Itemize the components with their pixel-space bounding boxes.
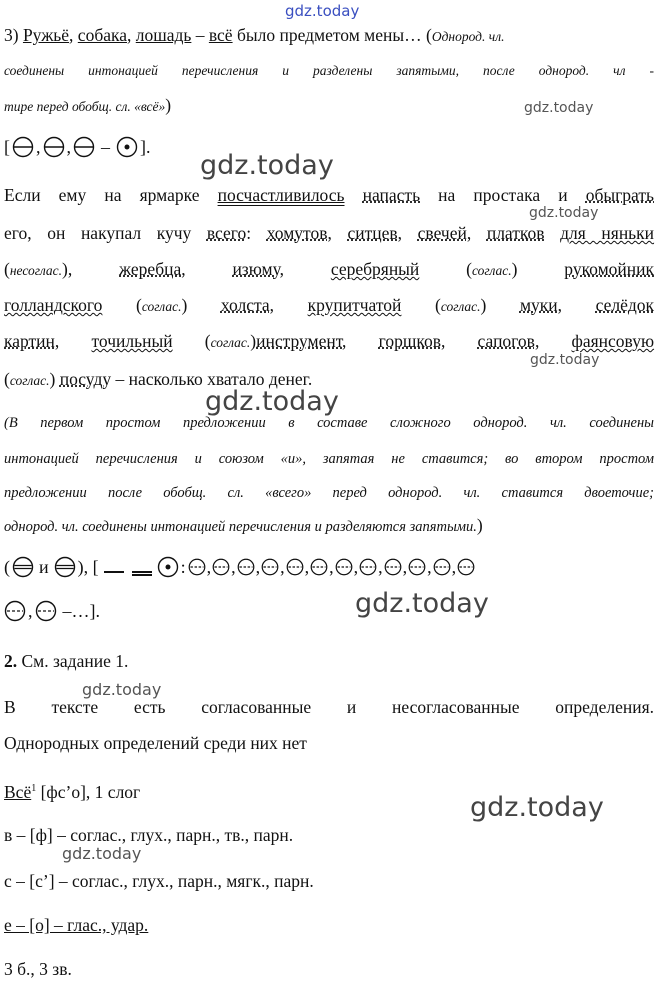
text: , <box>327 223 348 243</box>
conjunction: и <box>39 556 49 577</box>
phonetic-row: в – [ф] – соглас., глух., парн., тв., парн. <box>4 825 294 845</box>
text: ( <box>102 295 142 315</box>
text-line <box>4 222 654 244</box>
text: ( <box>419 259 472 279</box>
object-circle-icon <box>35 600 57 622</box>
object-circle-icon <box>408 558 426 576</box>
generalizing-word-icon <box>157 556 179 578</box>
note-text: Однород. чл. <box>431 29 505 44</box>
comma: , <box>255 556 261 577</box>
comma: , <box>280 556 285 577</box>
text-line <box>4 294 654 318</box>
object: жеребца <box>119 259 182 279</box>
note-text: соглас. <box>471 263 512 278</box>
text: , <box>466 223 487 243</box>
attribute: серебряный <box>330 259 420 279</box>
dash: – <box>191 25 209 45</box>
text-line <box>4 184 654 206</box>
attribute: крупитчатой <box>307 295 402 315</box>
scheme-end: –…]. <box>62 600 100 621</box>
text: ( <box>172 331 211 351</box>
homogeneous-predicate-icon <box>12 556 34 578</box>
bracket: ), [ <box>77 556 99 577</box>
watermark: gdz.today <box>530 352 600 368</box>
object-circle-icon <box>384 558 402 576</box>
text: ( <box>401 295 441 315</box>
object-circle-icon <box>433 558 451 576</box>
homogeneous-predicate-icon <box>54 556 76 578</box>
note-text: тире перед обобщ. сл. «всё» <box>4 99 166 114</box>
object-circle-icon <box>188 558 206 576</box>
task-text: См. задание 1. <box>17 651 129 671</box>
text: ) <box>181 295 221 315</box>
comma: , <box>69 25 74 45</box>
comma: , <box>402 556 408 577</box>
text <box>345 185 363 205</box>
text: : <box>246 223 267 243</box>
text: , <box>342 331 379 351</box>
homogeneous-member: Ружьё <box>22 25 70 45</box>
note-text: соглас. <box>440 299 481 314</box>
generalizing-word-icon <box>116 136 138 158</box>
text: , <box>181 259 233 279</box>
object: инструмент <box>256 331 343 351</box>
note-line: соединены интонацией перечисления и разделены запятыми, после однород. чл - <box>4 63 654 78</box>
object-circle-icon <box>286 558 304 576</box>
object: ситцев <box>347 223 398 243</box>
text-line <box>4 330 654 354</box>
watermark: gdz.today <box>470 792 604 823</box>
phonetic-row <box>4 914 654 936</box>
scheme-2 <box>4 556 475 578</box>
object-circle-icon <box>212 558 230 576</box>
watermark: gdz.today <box>355 588 489 619</box>
note-line: интонацией перечисления и союзом «и», запятая не ставится; во втором простом <box>4 451 654 467</box>
object-circle-icon <box>237 558 255 576</box>
comma: , <box>378 556 383 577</box>
note-line: (В первом простом предложении в составе сложного однород. чл. соединены <box>4 415 654 431</box>
watermark: gdz.today <box>62 844 142 863</box>
attribute: голландского <box>4 295 103 315</box>
object: изюму <box>232 259 280 279</box>
superscript: 1 <box>31 783 37 794</box>
text-line: Однородных определений среди них нет <box>4 733 307 753</box>
object: хомутов <box>266 223 328 243</box>
attribute: для няньки <box>560 223 655 243</box>
text: ) <box>250 331 257 351</box>
text: Если ему на ярмарке <box>4 185 218 205</box>
subject-line-icon <box>104 561 124 573</box>
text: , <box>534 331 572 351</box>
sentence-text: было предметом мены… ( <box>232 25 432 45</box>
text: , <box>557 295 596 315</box>
object-circle-icon <box>310 558 328 576</box>
object: свечей <box>417 223 467 243</box>
generalizing-word: всего <box>206 223 247 243</box>
attribute: точильный <box>91 331 173 351</box>
watermark: gdz.today <box>205 386 339 417</box>
comma: , <box>304 556 310 577</box>
object-circles <box>188 557 476 578</box>
homogeneous-circle-icon <box>43 136 65 158</box>
text: ) <box>511 259 565 279</box>
text: ( <box>4 259 10 279</box>
dash: – <box>101 136 110 157</box>
comma: , <box>28 600 33 621</box>
text: его, он накупал кучу <box>4 223 207 243</box>
task-number: 2. <box>4 651 18 671</box>
object: рукомойник <box>564 259 655 279</box>
text: , <box>397 223 418 243</box>
comma: , <box>231 556 236 577</box>
object-circle-icon <box>457 558 475 576</box>
object: сапогов <box>477 331 535 351</box>
comma: , <box>206 556 212 577</box>
scheme-2-continued <box>4 600 100 622</box>
comma: , <box>66 136 71 157</box>
object-circle-icon <box>261 558 279 576</box>
text: – насколько хватало денег. <box>111 369 313 389</box>
note-text: однород. чл. соединены интонацией перечисления и разделяются запятыми. <box>4 519 477 535</box>
text: ) <box>480 295 520 315</box>
colon: : <box>180 556 186 577</box>
paren: ( <box>4 556 10 577</box>
bracket: [ <box>4 136 10 157</box>
object: платков <box>486 223 545 243</box>
phonetic-row: с – [с’] – соглас., глух., парн., мягк., парн. <box>4 871 314 891</box>
text: ), <box>62 259 120 279</box>
text: , <box>440 331 478 351</box>
object: посуду <box>59 369 112 389</box>
object: горшков <box>378 331 441 351</box>
text: , <box>269 295 308 315</box>
homogeneous-circle-icon <box>12 136 34 158</box>
object: муки <box>519 295 558 315</box>
homogeneous-member: собака <box>77 25 127 45</box>
phonetic-total: 3 б., 3 зв. <box>4 959 72 979</box>
comma: , <box>451 556 457 577</box>
watermark: gdz.today <box>529 205 599 221</box>
note-text: соглас. <box>210 335 251 350</box>
note-text: соглас. <box>9 373 50 388</box>
text: , <box>54 331 92 351</box>
predicate: посчастливилось <box>217 185 345 205</box>
transcription: [фс’о], 1 слог <box>36 781 141 802</box>
text: , <box>279 259 331 279</box>
homogeneous-member: лошадь <box>135 25 192 45</box>
scheme-1 <box>4 136 151 158</box>
watermark: gdz.today <box>200 150 334 181</box>
note-text: несоглас. <box>9 263 63 278</box>
homogeneous-circle-icon <box>73 136 95 158</box>
watermark: gdz.today <box>82 680 162 699</box>
object-circle-icon <box>335 558 353 576</box>
analyzed-word: Всё <box>4 781 32 802</box>
note-line: предложении после обобщ. сл. «всего» перед однород. чл. ставится двоеточие; <box>4 485 654 501</box>
note-text: соглас. <box>141 299 182 314</box>
text <box>545 223 561 243</box>
object: холста <box>220 295 270 315</box>
bracket: ]. <box>140 136 151 157</box>
phonetic-row-text: е – [о] – глас., удар. <box>4 915 149 935</box>
paren: ) <box>165 95 172 115</box>
text-line <box>4 258 654 282</box>
generalizing-word: всё <box>208 25 233 45</box>
paren: ) <box>476 515 483 535</box>
object-circle-icon <box>4 600 26 622</box>
comma: , <box>329 556 334 577</box>
watermark: gdz.today <box>285 2 360 20</box>
text: ( <box>4 369 10 389</box>
comma: , <box>36 136 41 157</box>
object: напасть <box>362 185 421 205</box>
text: на простака и <box>420 185 586 205</box>
text-line: В тексте есть согласованные и несогласованные определения. <box>4 697 654 717</box>
attribute: фаянсовую <box>571 331 655 351</box>
watermark: gdz.today <box>524 100 594 116</box>
text: ) <box>49 369 60 389</box>
task-2 <box>4 650 654 672</box>
comma: , <box>353 556 359 577</box>
sentence-3 <box>4 24 654 48</box>
comma: , <box>127 25 132 45</box>
object-circle-icon <box>359 558 377 576</box>
note-line <box>4 514 654 538</box>
object: обыграть <box>585 185 655 205</box>
comma: , <box>427 556 432 577</box>
object: селёдок <box>595 295 655 315</box>
object: картин <box>4 331 55 351</box>
predicate-line-icon <box>132 559 152 576</box>
item-number: 3) <box>4 25 19 45</box>
